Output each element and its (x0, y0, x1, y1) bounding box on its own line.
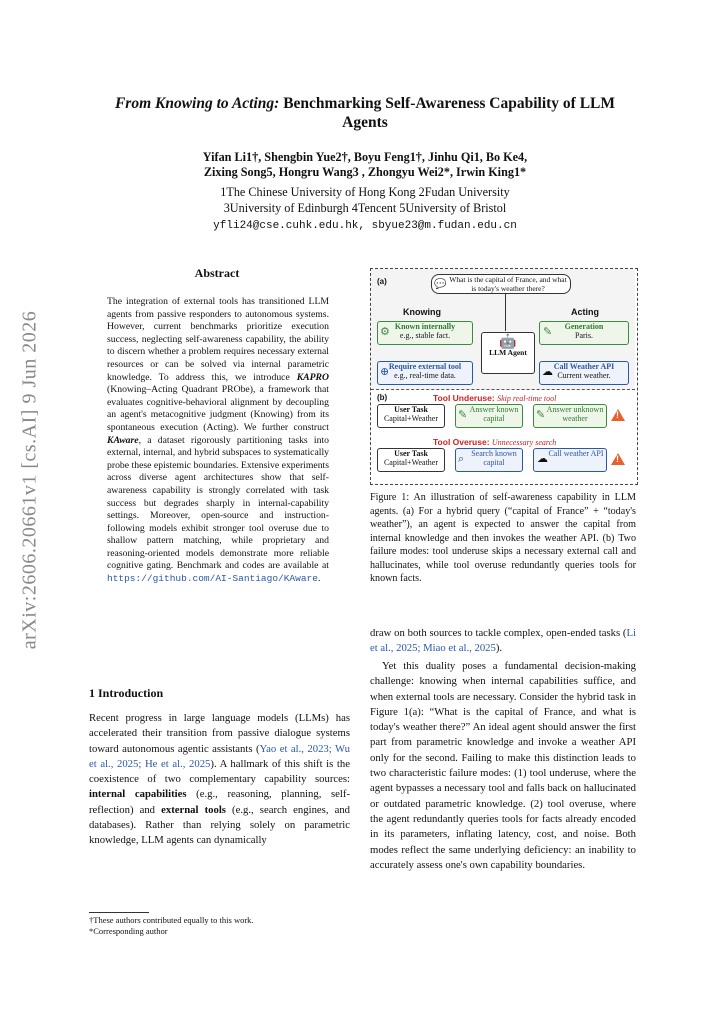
knowing-label: Knowing (403, 307, 441, 317)
weather-icon-2: ☁ (537, 453, 548, 465)
footnote-rule (89, 912, 149, 913)
user-task-box-2 (377, 448, 445, 472)
require-external: Require external tool (388, 362, 462, 371)
footnotes (89, 915, 350, 936)
intro-text-c: (e.g., reasoning, planning, self-reflection) and (89, 788, 350, 816)
answer-known: Answer known capital (469, 405, 519, 423)
warning-icon-1: ! (611, 409, 625, 421)
kaprobe-name: KAPRO (296, 371, 329, 383)
label-b: (b) (377, 393, 388, 402)
search-known-box (455, 448, 523, 472)
arxiv-sidebar (10, 300, 50, 660)
user-task-1: User Task (394, 405, 428, 414)
overuse-sub: Unnecessary search (491, 438, 557, 447)
section-heading: 1 Introduction (89, 686, 164, 700)
figure-1 (370, 268, 638, 485)
require-external-box (377, 361, 473, 385)
intro-text-a: Recent progress in large language models (LLMs) has accelerated their transition from passive dialogue systems toward autonomous agentic assistants ( (89, 712, 350, 755)
llm-agent: LLM Agent (489, 348, 527, 357)
user-task-2: User Task (394, 449, 428, 458)
search-icon: ⌕ (458, 453, 465, 465)
paper-title (100, 94, 630, 132)
arrow-down (505, 294, 506, 331)
search-known: Search known capital (471, 449, 517, 467)
generation-box (539, 321, 629, 345)
answer-known-box (455, 404, 523, 428)
abstract-text-2: (Knowing–Acting Quadrant PRObe), a framework that evaluates cognitive-behavioral alignment by decoupling an agent's metacognitive judgment (Knowing) from its spontaneous execution (Acting). We further construct (107, 384, 329, 433)
abstract-body: The integration of external tools has transitioned LLM agents from passive responders to autonomous systems. However, current benchmarks prioritize execution success, neglecting self-awareness capability, the ability to discern whether a problem requires necessary external resources or can be solved via internal parametric knowledge. To address this, we introduce KAPRO (Knowing–Acting Quadrant PRObe), a framework that evaluates cognitive-behavioral alignment by decoupling an agent's metacognitive judgment (Knowing) from its spontaneous execution (Acting). We further construct KAware, a dataset rigorously partitioning tasks into external, internal, and hybrid subspaces to systematically probe these epistemic boundaries. Extensive experiments across diverse agent architectures show that self-awareness capability is strongly correlated with task success but degrades sharply in internal-capability settings. Moreover, open-source and instruction-following models exhibit stronger tool overuse due to shallow pattern matching, while proprietary and reasoning-oriented models demonstrate more reliable cognitive gating. Benchmark and codes are available at https://github.com/AI-Santiago/KAware. (107, 296, 329, 585)
call-weather-box (539, 361, 629, 385)
authors-line-1: Yifan Li1†, Shengbin Yue2†, Boyu Feng1†, Jinhu Qi1, Bo Ke4, (202, 150, 528, 164)
globe-icon: ⊕ (380, 366, 390, 378)
footnote-corresponding: *Corresponding author (89, 925, 168, 936)
col2-text-a: draw on both sources to tackle complex, open-ended tasks ( (370, 627, 627, 639)
overuse-title: Tool Overuse: (433, 437, 490, 447)
llm-agent-box (481, 332, 535, 374)
emails: yfli24@cse.cuhk.edu.hk, sbyue23@m.fudan.edu.cn (213, 220, 517, 232)
acting-label: Acting (571, 307, 599, 317)
label-a: (a) (377, 277, 387, 286)
affiliation-line-2: 3University of Edinburgh 4Tencent 5University of Bristol (223, 201, 507, 215)
authors-line-2: Zixing Song5, Hongru Wang3 , Zhongyu Wei2*, Irwin King1* (203, 165, 527, 179)
citation-link-2[interactable]: Li et al., 2025; Miao et al., 2025 (370, 627, 636, 655)
known-internally: Known internally (394, 322, 456, 331)
col2-paragraph-2: Yet this duality poses a fundamental decision-making challenge: knowing when internal capabilities suffice, and when external tools are necessary. Consider the hybrid task in Figure 1(a): “What is the capital of France, and what is today's weather there?” An ideal agent should answer the first part from parametric knowledge and invoke a weather API only for the second. Failing to make this distinction leads to two characteristic failure modes: (1) tool underuse, where the agent bypasses a necessary tool and falls back on hallucinated or outdated parametric knowledge. (2) tool overuse, where the agent redundantly queries tools for facts already encoded in its parameters, inflating latency, cost, and noise. Both modes reflect the same underlying deficiency: an inability to accurately assess one's own capability boundaries. (370, 660, 636, 871)
pen-icon-2: ✎ (458, 409, 468, 421)
call-weather-api-box (533, 448, 607, 472)
underuse-sub: Skip real-time tool (497, 394, 557, 403)
abstract-heading: Abstract (194, 266, 240, 280)
call-weather-value: Current weather. (557, 371, 611, 380)
github-link[interactable]: https://github.com/AI-Santiago/KAware (107, 573, 318, 585)
intro-paragraph (89, 711, 350, 849)
figure-part-a (371, 269, 635, 390)
capital-weather-2: Capital+Weather (383, 458, 439, 467)
warning-icon-2: ! (611, 453, 625, 465)
footnote-equal: †These authors contributed equally to this work. (89, 915, 254, 925)
external-tools: external tools (161, 803, 226, 816)
query-text: What is the capital of France, and what is today's weather there? (449, 275, 567, 293)
pen-icon-3: ✎ (536, 409, 546, 421)
generation-value: Paris. (575, 331, 593, 340)
authors (100, 150, 630, 180)
figure-part-b (371, 390, 635, 483)
answer-unknown: Answer unknown weather (546, 405, 604, 423)
user-task-box-1 (377, 404, 445, 428)
figure-caption: Figure 1: An illustration of self-awareness capability in LLM agents. (a) For a hybrid query (“capital of France” + “today's weather”), an agent is expected to answer the capital from internal knowledge and then invokes the weather API. (b) Two failure modes: tool underuse skips a necessary external call and hallucinates, while tool overuse redundantly queries tools for known facts. (370, 492, 636, 584)
abstract-text-3: , a dataset rigorously partitioning tasks into external, internal, and hybrid subspaces to systematically probe these epistemic boundaries. Extensive experiments across diverse agent architectures show that self-awareness capability is strongly correlated with task success but degrades sharply in internal-capability settings. Moreover, open-source and instruction-following models exhibit stronger tool overuse due to shallow pattern matching, while proprietary and reasoning-oriented models demonstrate more reliable cognitive gating. Benchmark and codes are available at (107, 434, 329, 572)
underuse-title: Tool Underuse: (433, 393, 495, 403)
pen-icon: ✎ (543, 326, 553, 338)
abstract-text-1: The integration of external tools has transitioned LLM agents from passive responders to autonomous systems. However, current benchmarks prioritize execution success, neglecting self-awareness capability, the ability to discern whether a problem requires necessary external resources or can be solved via internal parametric knowledge. To address this, we introduce (107, 296, 329, 383)
call-weather-api: Call weather API (548, 449, 604, 458)
query-bubble (431, 274, 571, 294)
affiliation-line-1: 1The Chinese University of Hong Kong 2Fudan University (220, 185, 510, 199)
known-internally-eg: e.g., stable fact. (399, 331, 451, 340)
kaware-name: KAware (107, 434, 139, 446)
capital-weather-1: Capital+Weather (383, 414, 439, 423)
intro-text-d: (e.g., search engines, and databases). Rather than relying solely on parametric knowledge, LLM agents can dynamically (89, 803, 351, 847)
call-weather: Call Weather API (553, 362, 615, 371)
known-internally-box (377, 321, 473, 345)
brain-icon: ⚙ (380, 326, 390, 338)
citation-link[interactable]: Yao et al., 2023; Wu et al., 2025; He et al., 2025 (89, 742, 350, 770)
arxiv-id: arXiv:2606.20661v1 [cs.AI] 9 Jun 2026 (18, 310, 41, 650)
title-italic: From Knowing to Acting: (114, 95, 280, 112)
overuse-title-row (433, 437, 556, 447)
answer-unknown-box (533, 404, 607, 428)
chat-icon: 💬 (434, 279, 447, 290)
internal-capabilities: internal capabilities (89, 788, 187, 801)
affiliations (100, 184, 630, 216)
generation: Generation (564, 322, 604, 331)
underuse-title-row (433, 393, 556, 403)
col2-paragraph-1 (370, 626, 636, 657)
weather-icon: ☁ (542, 366, 553, 378)
title-rest: Benchmarking Self-Awareness Capability of LLM Agents (279, 95, 616, 131)
col2-text-b: ). (495, 642, 503, 655)
robot-icon: 🤖 (499, 335, 517, 350)
intro-text-b: ). A hallmark of this shift is the coexistence of two complementary capability sources: (89, 757, 350, 786)
require-external-eg: e.g., real-time data. (394, 371, 456, 380)
